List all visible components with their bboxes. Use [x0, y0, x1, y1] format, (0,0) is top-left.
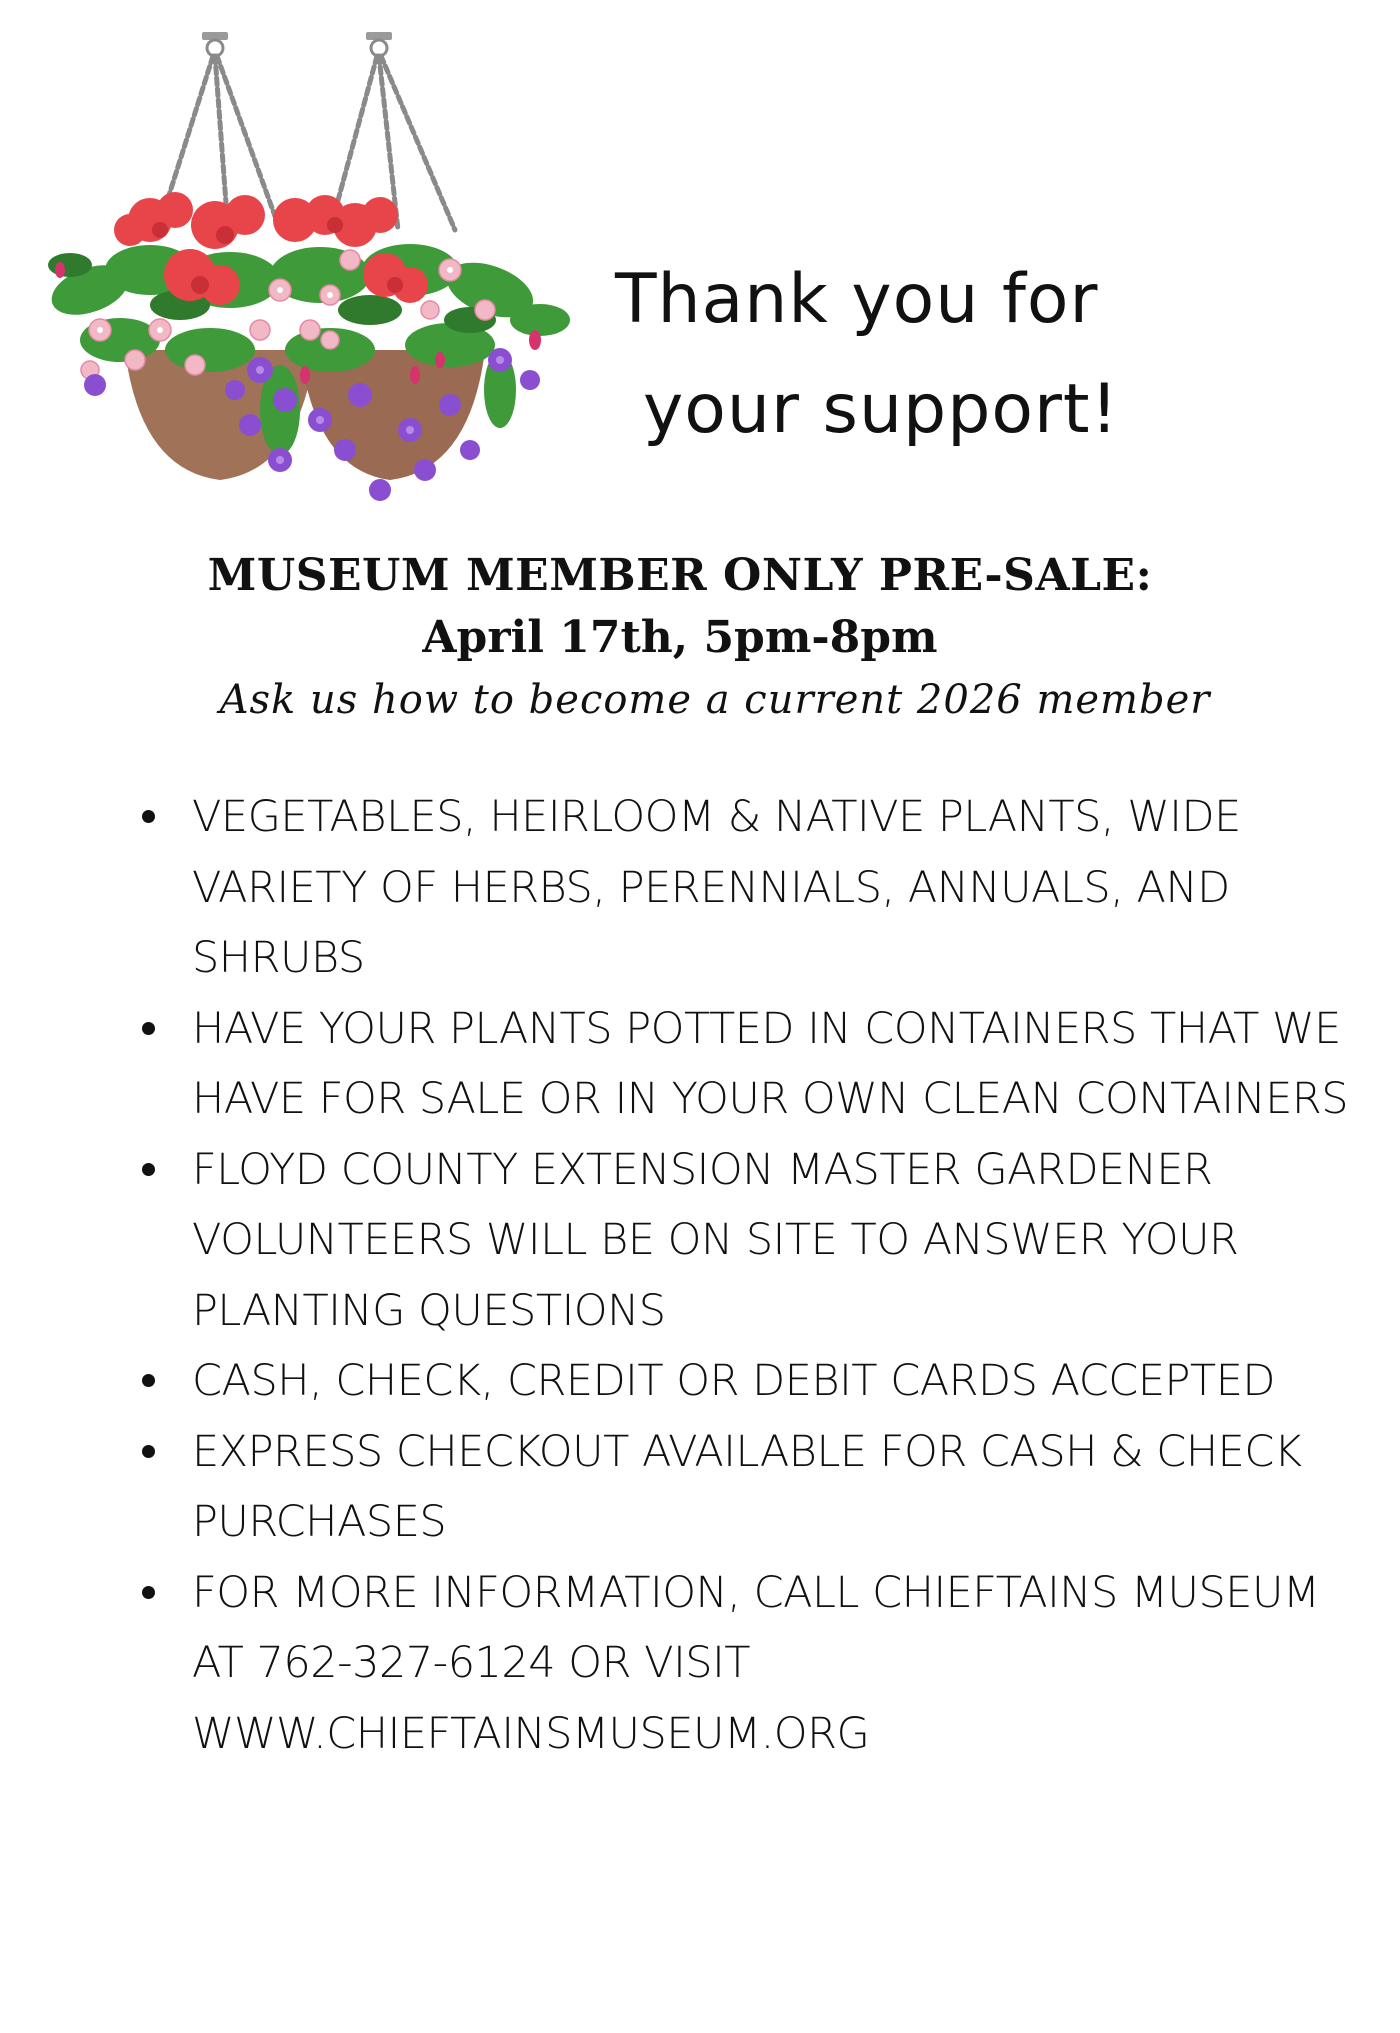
feature-list: [130, 782, 1350, 1769]
thank-you-line1: Thank you for: [615, 260, 1099, 339]
list-item: FOR MORE INFORMATION, CALL CHIEFTAINS MUSEUM AT 762-327-6124 OR VISIT WWW.CHIEFTAINSMUSEUM.ORG: [130, 1558, 1350, 1770]
hanging-flower-baskets-icon: [30, 30, 590, 535]
presale-title: MUSEUM MEMBER ONLY PRE-SALE:: [207, 550, 1153, 601]
list-item: HAVE YOUR PLANTS POTTED IN CONTAINERS THAT WE HAVE FOR SALE OR IN YOUR OWN CLEAN CONTAINERS: [130, 994, 1350, 1135]
presale-date: April 17th, 5pm-8pm: [422, 612, 938, 663]
thank-you-message: [615, 245, 1135, 465]
list-item: FLOYD COUNTY EXTENSION MASTER GARDENER VOLUNTEERS WILL BE ON SITE TO ANSWER YOUR PLANTING QUESTIONS: [130, 1135, 1350, 1347]
list-item: EXPRESS CHECKOUT AVAILABLE FOR CASH & CHECK PURCHASES: [130, 1417, 1350, 1558]
presale-block: [0, 545, 1400, 731]
list-item: CASH, CHECK, CREDIT OR DEBIT CARDS ACCEPTED: [130, 1346, 1350, 1417]
membership-note: Ask us how to become a current 2026 member: [219, 677, 1211, 723]
thank-you-line2: your support!: [643, 370, 1119, 449]
list-item: VEGETABLES, HEIRLOOM & NATIVE PLANTS, WIDE VARIETY OF HERBS, PERENNIALS, ANNUALS, AND SHRUBS: [130, 782, 1350, 994]
